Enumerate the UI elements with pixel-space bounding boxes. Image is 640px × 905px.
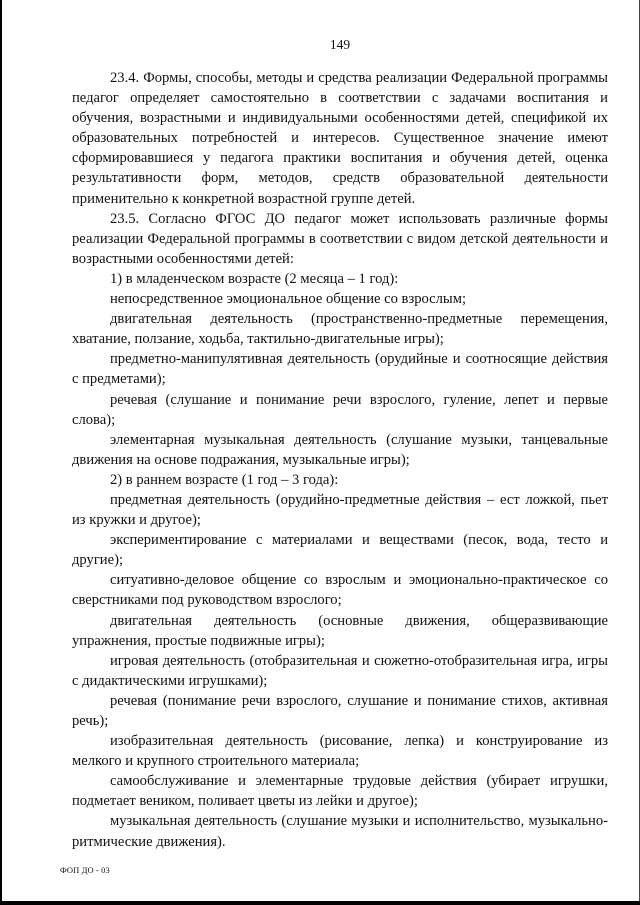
list-item: музыкальная деятельность (слушание музыки и исполнительство, музыкально-ритмические движения). <box>72 813 608 850</box>
paragraph-23-5: 23.5. Согласно ФГОС ДО педагог может использовать различные формы реализации Федеральной программы в соответствии с видом детской деятельности и возрастными особенностями детей: <box>72 210 608 267</box>
paragraph-23-4: 23.4. Формы, способы, методы и средства реализации Федеральной программы педагог определяет самостоятельно в соответствии с задачами воспитания и обучения, возрастными и индивидуальными особенностями детей, спецификой их образовательных потребностей и интересов. Существенное значение имеют сформировавшиеся у педагога практики воспитания и обучения детей, оценка результативности форм, методов, средств образовательной деятельности применительно к конкретной возрастной группе детей. <box>72 70 608 207</box>
scan-edge-bottom <box>0 901 640 905</box>
list-item: изобразительная деятельность (рисование, лепка) и конструирование из мелкого и крупного строительного материала; <box>72 733 608 770</box>
list-item: речевая (понимание речи взрослого, слушание и понимание стихов, активная речь); <box>72 692 608 729</box>
list-item: самообслуживание и элементарные трудовые действия (убирает игрушки, подметает веником, поливает цветы из лейки и другое); <box>72 773 608 810</box>
scan-edge-left <box>0 0 2 905</box>
list-heading-early-age: 2) в раннем возрасте (1 год – 3 года): <box>110 471 339 488</box>
list-item: ситуативно-деловое общение со взрослым и эмоционально-практическое со сверстниками под руководством взрослого; <box>72 572 608 609</box>
list-item: элементарная музыкальная деятельность (слушание музыки, танцевальные движения на основе подражания, музыкальные игры); <box>72 431 608 468</box>
list-item: двигательная деятельность (пространственно-предметные перемещения, хватание, ползание, ходьба, тактильно-двигательные игры); <box>72 311 608 348</box>
list-item: двигательная деятельность (основные движения, общеразвивающие упражнения, простые подвижные игры); <box>72 612 608 649</box>
list-item: непосредственное эмоциональное общение со взрослым; <box>110 291 467 308</box>
list-heading-infancy: 1) в младенческом возрасте (2 месяца – 1 год): <box>110 270 399 287</box>
list-item: речевая (слушание и понимание речи взрослого, гуление, лепет и первые слова); <box>72 391 608 428</box>
list-item: игровая деятельность (отобразительная и сюжетно-отобразительная игра, игры с дидактическими игрушками); <box>72 652 608 689</box>
footer-code: ФОП ДО - 03 <box>60 865 110 875</box>
list-item: предметно-манипулятивная деятельность (орудийные и соотносящие действия с предметами); <box>72 351 608 388</box>
document-body <box>72 68 608 852</box>
list-item: экспериментирование с материалами и веществами (песок, вода, тесто и другие); <box>72 532 608 569</box>
page-number: 149 <box>329 37 351 52</box>
list-item: предметная деятельность (орудийно-предметные действия – ест ложкой, пьет из кружки и другое); <box>72 491 608 529</box>
